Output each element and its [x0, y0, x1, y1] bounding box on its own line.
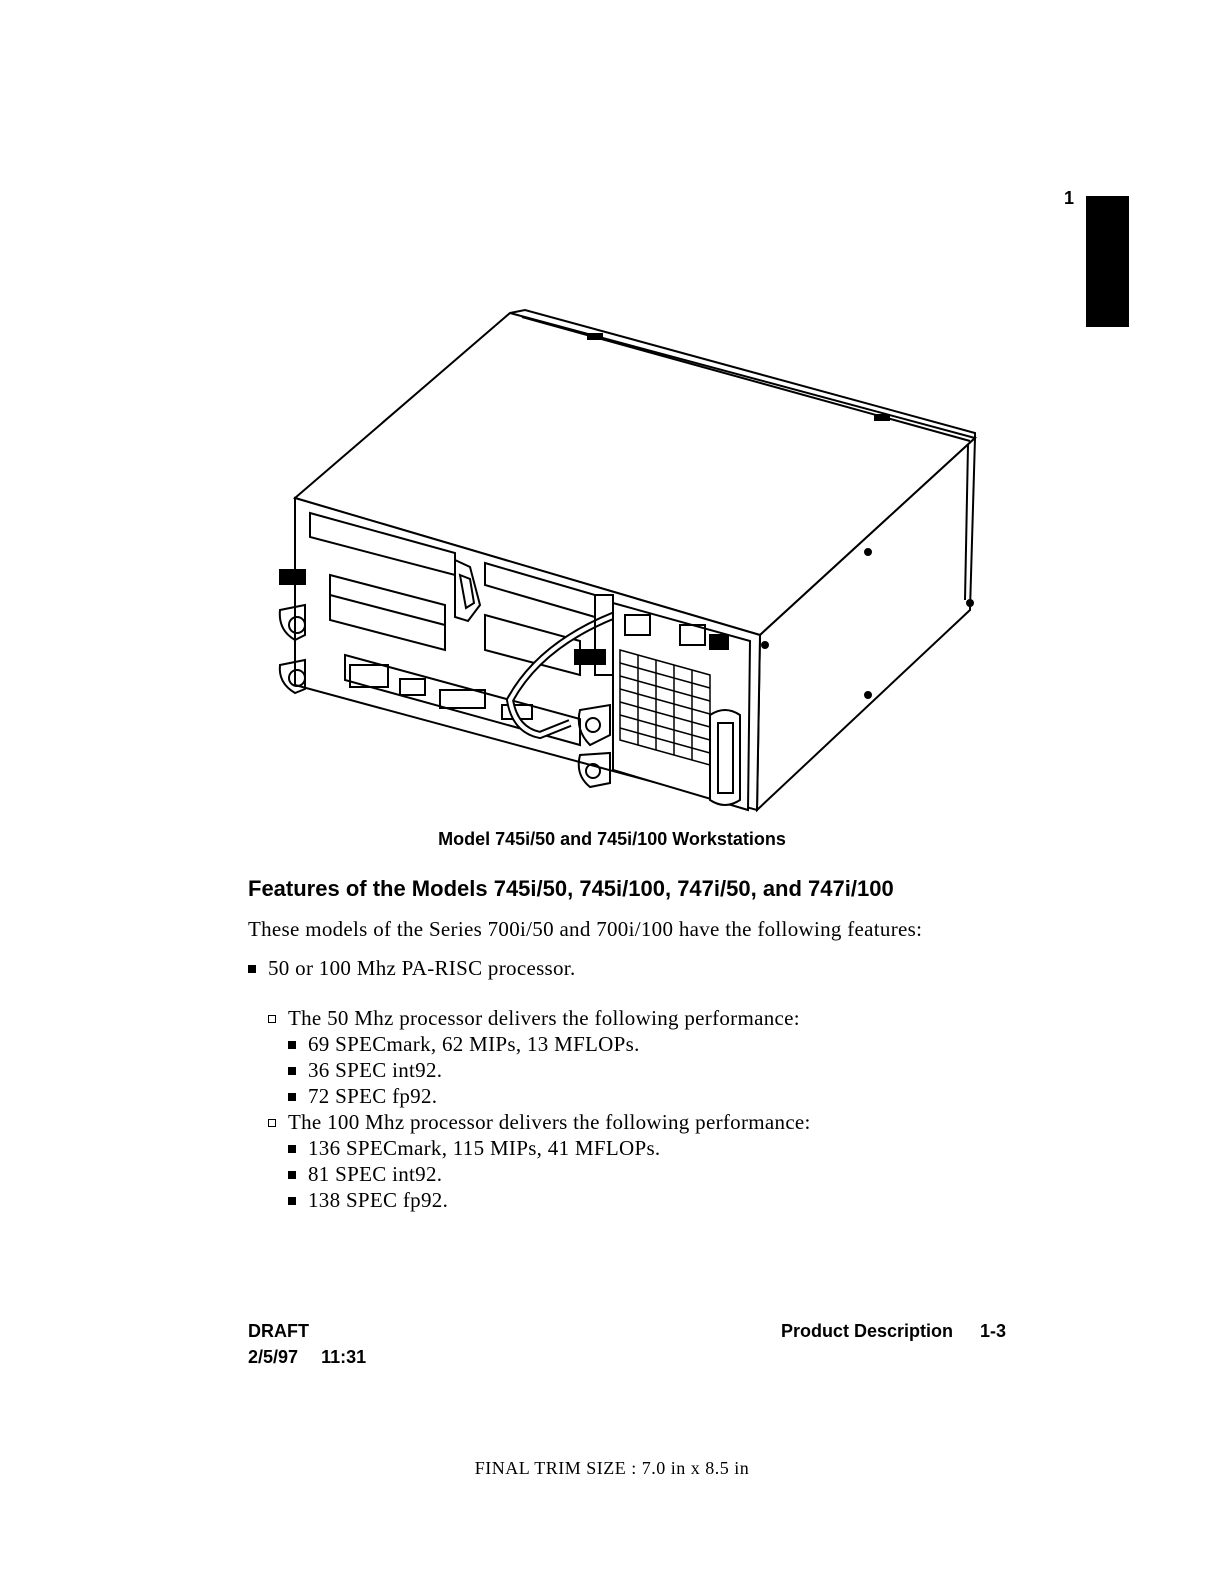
workstation-figure [270, 305, 980, 825]
feature-list [248, 955, 811, 1213]
list-item [268, 1109, 811, 1135]
list-item [288, 1057, 811, 1083]
footer-date: 2/5/97 [248, 1347, 299, 1367]
perf-100-item: 138 SPEC fp92. [308, 1188, 449, 1212]
perf-50-item: 36 SPEC int92. [308, 1058, 443, 1082]
square-bullet-icon [288, 1041, 296, 1049]
chapter-tab-number: 1 [1064, 188, 1075, 208]
perf-50-label: The 50 Mhz processor delivers the following performance: [288, 1006, 800, 1030]
perf-50-item: 69 SPECmark, 62 MIPs, 13 MFLOPs. [308, 1032, 640, 1056]
list-item [288, 1161, 811, 1187]
square-bullet-icon [288, 1145, 296, 1153]
perf-100-item: 136 SPECmark, 115 MIPs, 41 MFLOPs. [308, 1136, 661, 1160]
footer-left [248, 1318, 366, 1370]
section-heading: Features of the Models 745i/50, 745i/100, 747i/50, and 747i/100 [248, 876, 894, 901]
list-item [288, 1031, 811, 1057]
footer-date-row [248, 1344, 366, 1370]
hollow-square-bullet-icon [268, 1119, 276, 1127]
footer-section-title: Product Description [780, 1321, 953, 1341]
perf-100-label: The 100 Mhz processor delivers the following performance: [288, 1110, 811, 1134]
square-bullet-icon [288, 1067, 296, 1075]
square-bullet-icon [248, 965, 256, 973]
processor-feature: 50 or 100 Mhz PA-RISC processor. [268, 956, 576, 980]
list-item [288, 1135, 811, 1161]
footer-time: 11:31 [321, 1347, 367, 1367]
square-bullet-icon [288, 1093, 296, 1101]
chapter-tab-marker [1086, 196, 1129, 327]
list-item [288, 1187, 811, 1213]
figure-caption: Model 745i/50 and 745i/100 Workstations [438, 829, 786, 849]
trim-size-note: FINAL TRIM SIZE : 7.0 in x 8.5 in [474, 1458, 750, 1478]
list-item [248, 955, 811, 981]
list-item [268, 1005, 811, 1031]
perf-block [248, 1005, 811, 1213]
hollow-square-bullet-icon [268, 1015, 276, 1023]
square-bullet-icon [288, 1171, 296, 1179]
perf-50-item: 72 SPEC fp92. [308, 1084, 438, 1108]
list-item [288, 1083, 811, 1109]
draft-label: DRAFT [248, 1321, 309, 1341]
perf-100-item: 81 SPEC int92. [308, 1162, 443, 1186]
intro-paragraph: These models of the Series 700i/50 and 700i/100 have the following features: [248, 917, 923, 941]
square-bullet-icon [288, 1197, 296, 1205]
page-number: 1-3 [979, 1321, 1006, 1341]
workstation-chassis-drawing [270, 305, 980, 825]
footer-right [781, 1318, 1006, 1344]
